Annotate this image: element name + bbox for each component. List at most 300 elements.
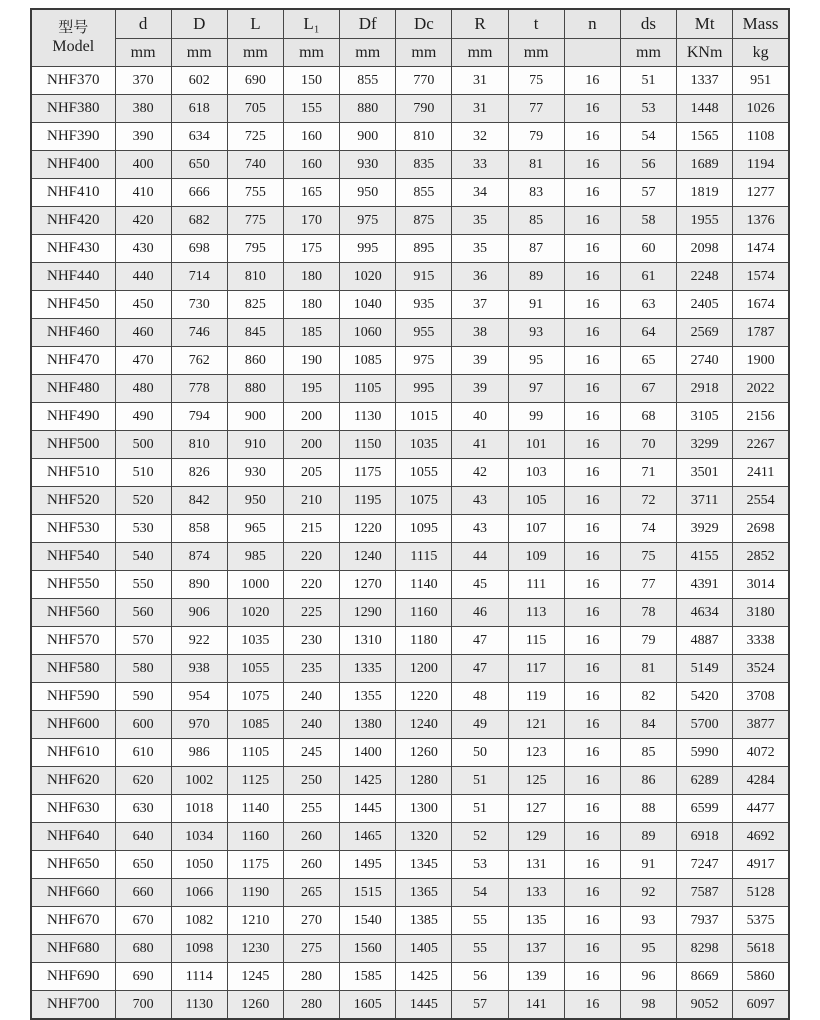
cell-df: 1105	[340, 375, 396, 403]
cell-dc: 1015	[396, 403, 452, 431]
col-header-t: t	[508, 9, 564, 39]
cell-l: 965	[227, 515, 283, 543]
cell-mass: 2022	[733, 375, 789, 403]
cell-mt: 4634	[677, 599, 733, 627]
cell-n: 16	[564, 179, 620, 207]
cell-n: 16	[564, 599, 620, 627]
cell-ds: 79	[620, 627, 676, 655]
cell-r: 45	[452, 571, 508, 599]
cell-mt: 2569	[677, 319, 733, 347]
cell-dc: 935	[396, 291, 452, 319]
cell-t: 81	[508, 151, 564, 179]
cell-mass: 1674	[733, 291, 789, 319]
cell-r: 37	[452, 291, 508, 319]
cell-ds: 60	[620, 235, 676, 263]
cell-df: 880	[340, 95, 396, 123]
cell-dc: 1035	[396, 431, 452, 459]
cell-mass: 1376	[733, 207, 789, 235]
cell-dc: 1385	[396, 907, 452, 935]
cell-l: 910	[227, 431, 283, 459]
cell-t: 97	[508, 375, 564, 403]
cell-t: 75	[508, 67, 564, 95]
cell-l₁: 210	[283, 487, 339, 515]
cell-r: 50	[452, 739, 508, 767]
cell-df: 1040	[340, 291, 396, 319]
header-row-units	[31, 39, 789, 67]
cell-d: 762	[171, 347, 227, 375]
cell-dc: 1140	[396, 571, 452, 599]
cell-model: NHF690	[31, 963, 115, 991]
table-row	[31, 851, 789, 879]
cell-d: 580	[115, 655, 171, 683]
table-row	[31, 431, 789, 459]
cell-mt: 1689	[677, 151, 733, 179]
col-unit-l₁: mm	[283, 39, 339, 67]
cell-d: 570	[115, 627, 171, 655]
cell-ds: 72	[620, 487, 676, 515]
cell-t: 101	[508, 431, 564, 459]
cell-d: 680	[115, 935, 171, 963]
cell-dc: 1260	[396, 739, 452, 767]
cell-r: 42	[452, 459, 508, 487]
cell-l₁: 185	[283, 319, 339, 347]
cell-d: 490	[115, 403, 171, 431]
cell-l: 1230	[227, 935, 283, 963]
col-header-ds: ds	[620, 9, 676, 39]
cell-l₁: 245	[283, 739, 339, 767]
cell-l₁: 175	[283, 235, 339, 263]
cell-ds: 82	[620, 683, 676, 711]
cell-mass: 5128	[733, 879, 789, 907]
cell-ds: 74	[620, 515, 676, 543]
cell-df: 930	[340, 151, 396, 179]
cell-mass: 4692	[733, 823, 789, 851]
cell-ds: 78	[620, 599, 676, 627]
cell-mass: 3708	[733, 683, 789, 711]
col-unit-d: mm	[171, 39, 227, 67]
cell-df: 1310	[340, 627, 396, 655]
cell-mass: 5618	[733, 935, 789, 963]
cell-model: NHF650	[31, 851, 115, 879]
cell-mt: 4391	[677, 571, 733, 599]
cell-model: NHF630	[31, 795, 115, 823]
cell-ds: 64	[620, 319, 676, 347]
cell-dc: 1365	[396, 879, 452, 907]
cell-t: 141	[508, 991, 564, 1020]
cell-d: 1050	[171, 851, 227, 879]
cell-l: 1055	[227, 655, 283, 683]
cell-d: 630	[115, 795, 171, 823]
cell-l: 1190	[227, 879, 283, 907]
cell-mass: 1787	[733, 319, 789, 347]
cell-ds: 70	[620, 431, 676, 459]
cell-df: 1605	[340, 991, 396, 1020]
cell-r: 53	[452, 851, 508, 879]
table-header	[31, 9, 789, 67]
cell-df: 1585	[340, 963, 396, 991]
cell-model: NHF600	[31, 711, 115, 739]
cell-mt: 5990	[677, 739, 733, 767]
cell-d: 370	[115, 67, 171, 95]
cell-df: 1560	[340, 935, 396, 963]
cell-ds: 88	[620, 795, 676, 823]
cell-n: 16	[564, 319, 620, 347]
cell-d: 470	[115, 347, 171, 375]
cell-l: 930	[227, 459, 283, 487]
cell-d: 480	[115, 375, 171, 403]
cell-t: 89	[508, 263, 564, 291]
cell-l₁: 155	[283, 95, 339, 123]
cell-mass: 3877	[733, 711, 789, 739]
cell-mass: 4917	[733, 851, 789, 879]
cell-d: 618	[171, 95, 227, 123]
table-row	[31, 543, 789, 571]
cell-d: 634	[171, 123, 227, 151]
cell-d: 440	[115, 263, 171, 291]
cell-dc: 810	[396, 123, 452, 151]
cell-dc: 915	[396, 263, 452, 291]
cell-n: 16	[564, 739, 620, 767]
cell-t: 87	[508, 235, 564, 263]
cell-mass: 5860	[733, 963, 789, 991]
cell-d: 540	[115, 543, 171, 571]
cell-d: 1098	[171, 935, 227, 963]
cell-d: 380	[115, 95, 171, 123]
cell-t: 117	[508, 655, 564, 683]
cell-model: NHF580	[31, 655, 115, 683]
cell-model: NHF390	[31, 123, 115, 151]
cell-mt: 2740	[677, 347, 733, 375]
col-unit-n	[564, 39, 620, 67]
cell-l: 1260	[227, 991, 283, 1020]
col-header-df: Df	[340, 9, 396, 39]
cell-d: 778	[171, 375, 227, 403]
cell-n: 16	[564, 347, 620, 375]
cell-model: NHF460	[31, 319, 115, 347]
cell-l₁: 260	[283, 823, 339, 851]
cell-r: 56	[452, 963, 508, 991]
cell-df: 1085	[340, 347, 396, 375]
cell-ds: 58	[620, 207, 676, 235]
col-header-mass: Mass	[733, 9, 789, 39]
cell-mass: 951	[733, 67, 789, 95]
cell-model: NHF420	[31, 207, 115, 235]
table-row	[31, 403, 789, 431]
cell-l₁: 280	[283, 991, 339, 1020]
cell-t: 137	[508, 935, 564, 963]
cell-l₁: 160	[283, 151, 339, 179]
cell-model: NHF370	[31, 67, 115, 95]
cell-l₁: 265	[283, 879, 339, 907]
cell-d: 842	[171, 487, 227, 515]
cell-d: 560	[115, 599, 171, 627]
cell-mt: 7247	[677, 851, 733, 879]
cell-dc: 1405	[396, 935, 452, 963]
cell-mass: 3524	[733, 655, 789, 683]
cell-ds: 81	[620, 655, 676, 683]
cell-r: 33	[452, 151, 508, 179]
cell-l₁: 235	[283, 655, 339, 683]
table-row	[31, 263, 789, 291]
cell-d: 650	[115, 851, 171, 879]
cell-ds: 61	[620, 263, 676, 291]
cell-mass: 2156	[733, 403, 789, 431]
cell-t: 123	[508, 739, 564, 767]
col-unit-mt: KNm	[677, 39, 733, 67]
cell-ds: 75	[620, 543, 676, 571]
cell-l: 725	[227, 123, 283, 151]
cell-l₁: 255	[283, 795, 339, 823]
cell-t: 99	[508, 403, 564, 431]
cell-d: 714	[171, 263, 227, 291]
cell-n: 16	[564, 711, 620, 739]
cell-l₁: 270	[283, 907, 339, 935]
cell-n: 16	[564, 907, 620, 935]
cell-n: 16	[564, 767, 620, 795]
cell-ds: 63	[620, 291, 676, 319]
cell-l₁: 150	[283, 67, 339, 95]
cell-l₁: 195	[283, 375, 339, 403]
cell-r: 40	[452, 403, 508, 431]
cell-df: 1540	[340, 907, 396, 935]
cell-n: 16	[564, 235, 620, 263]
cell-l₁: 215	[283, 515, 339, 543]
cell-n: 16	[564, 515, 620, 543]
cell-t: 79	[508, 123, 564, 151]
cell-d: 826	[171, 459, 227, 487]
cell-r: 51	[452, 767, 508, 795]
cell-mt: 2918	[677, 375, 733, 403]
cell-dc: 1180	[396, 627, 452, 655]
cell-model: NHF550	[31, 571, 115, 599]
cell-r: 54	[452, 879, 508, 907]
table-row	[31, 151, 789, 179]
cell-d: 986	[171, 739, 227, 767]
cell-l₁: 220	[283, 571, 339, 599]
cell-ds: 68	[620, 403, 676, 431]
cell-d: 682	[171, 207, 227, 235]
cell-mt: 5700	[677, 711, 733, 739]
cell-df: 1465	[340, 823, 396, 851]
cell-d: 550	[115, 571, 171, 599]
cell-mt: 4155	[677, 543, 733, 571]
cell-df: 1240	[340, 543, 396, 571]
col-header-n: n	[564, 9, 620, 39]
table-row	[31, 711, 789, 739]
cell-dc: 770	[396, 67, 452, 95]
cell-n: 16	[564, 207, 620, 235]
cell-t: 93	[508, 319, 564, 347]
cell-l: 1245	[227, 963, 283, 991]
cell-d: 640	[115, 823, 171, 851]
cell-mass: 2852	[733, 543, 789, 571]
cell-d: 890	[171, 571, 227, 599]
cell-n: 16	[564, 487, 620, 515]
cell-t: 131	[508, 851, 564, 879]
cell-df: 1425	[340, 767, 396, 795]
cell-df: 900	[340, 123, 396, 151]
cell-t: 119	[508, 683, 564, 711]
table-row	[31, 823, 789, 851]
cell-r: 44	[452, 543, 508, 571]
cell-mt: 1819	[677, 179, 733, 207]
cell-l: 1035	[227, 627, 283, 655]
cell-ds: 91	[620, 851, 676, 879]
cell-t: 113	[508, 599, 564, 627]
cell-l: 1020	[227, 599, 283, 627]
col-header-d: D	[171, 9, 227, 39]
cell-df: 1270	[340, 571, 396, 599]
cell-d: 810	[171, 431, 227, 459]
cell-l: 755	[227, 179, 283, 207]
cell-d: 500	[115, 431, 171, 459]
cell-ds: 77	[620, 571, 676, 599]
cell-ds: 93	[620, 907, 676, 935]
cell-l₁: 240	[283, 711, 339, 739]
table-row	[31, 179, 789, 207]
cell-t: 121	[508, 711, 564, 739]
cell-t: 83	[508, 179, 564, 207]
cell-l₁: 280	[283, 963, 339, 991]
cell-d: 746	[171, 319, 227, 347]
cell-dc: 1115	[396, 543, 452, 571]
cell-n: 16	[564, 67, 620, 95]
cell-mass: 4477	[733, 795, 789, 823]
cell-n: 16	[564, 543, 620, 571]
col-header-l: L	[227, 9, 283, 39]
cell-df: 1130	[340, 403, 396, 431]
cell-n: 16	[564, 851, 620, 879]
cell-d: 1002	[171, 767, 227, 795]
cell-d: 690	[115, 963, 171, 991]
cell-mt: 3501	[677, 459, 733, 487]
table-row	[31, 291, 789, 319]
cell-model: NHF430	[31, 235, 115, 263]
cell-ds: 89	[620, 823, 676, 851]
cell-d: 390	[115, 123, 171, 151]
cell-mt: 5420	[677, 683, 733, 711]
cell-mt: 1448	[677, 95, 733, 123]
cell-l: 690	[227, 67, 283, 95]
cell-l: 1140	[227, 795, 283, 823]
cell-mass: 1026	[733, 95, 789, 123]
cell-ds: 86	[620, 767, 676, 795]
cell-df: 975	[340, 207, 396, 235]
cell-mt: 1337	[677, 67, 733, 95]
cell-d: 1114	[171, 963, 227, 991]
cell-mt: 3105	[677, 403, 733, 431]
cell-ds: 98	[620, 991, 676, 1020]
cell-mt: 7587	[677, 879, 733, 907]
table-row	[31, 739, 789, 767]
cell-dc: 1160	[396, 599, 452, 627]
col-unit-ds: mm	[620, 39, 676, 67]
cell-ds: 65	[620, 347, 676, 375]
cell-t: 133	[508, 879, 564, 907]
cell-d: 670	[115, 907, 171, 935]
cell-n: 16	[564, 459, 620, 487]
cell-r: 43	[452, 487, 508, 515]
cell-mt: 3299	[677, 431, 733, 459]
cell-t: 85	[508, 207, 564, 235]
cell-d: 430	[115, 235, 171, 263]
model-header-cn: 型号	[58, 19, 89, 36]
cell-model: NHF680	[31, 935, 115, 963]
cell-ds: 92	[620, 879, 676, 907]
cell-mass: 5375	[733, 907, 789, 935]
cell-d: 510	[115, 459, 171, 487]
cell-t: 115	[508, 627, 564, 655]
cell-l₁: 200	[283, 431, 339, 459]
cell-r: 32	[452, 123, 508, 151]
cell-d: 1066	[171, 879, 227, 907]
cell-r: 47	[452, 627, 508, 655]
cell-l₁: 260	[283, 851, 339, 879]
cell-mt: 6289	[677, 767, 733, 795]
cell-model: NHF450	[31, 291, 115, 319]
cell-model: NHF480	[31, 375, 115, 403]
cell-df: 1495	[340, 851, 396, 879]
col-header-d: d	[115, 9, 171, 39]
cell-mass: 1108	[733, 123, 789, 151]
table-row	[31, 67, 789, 95]
col-header-l₁: L₁	[283, 9, 339, 39]
cell-d: 1034	[171, 823, 227, 851]
cell-d: 660	[115, 879, 171, 907]
cell-dc: 1075	[396, 487, 452, 515]
cell-mass: 1277	[733, 179, 789, 207]
cell-d: 938	[171, 655, 227, 683]
cell-t: 129	[508, 823, 564, 851]
cell-r: 48	[452, 683, 508, 711]
cell-dc: 875	[396, 207, 452, 235]
cell-model: NHF400	[31, 151, 115, 179]
cell-n: 16	[564, 263, 620, 291]
cell-df: 1335	[340, 655, 396, 683]
model-header-en: Model	[52, 38, 95, 56]
cell-model: NHF380	[31, 95, 115, 123]
col-unit-l: mm	[227, 39, 283, 67]
cell-t: 91	[508, 291, 564, 319]
cell-l: 1125	[227, 767, 283, 795]
cell-d: 600	[115, 711, 171, 739]
cell-df: 1400	[340, 739, 396, 767]
table-row	[31, 235, 789, 263]
cell-r: 57	[452, 991, 508, 1020]
cell-l: 1160	[227, 823, 283, 851]
col-header-mt: Mt	[677, 9, 733, 39]
table-row	[31, 207, 789, 235]
cell-t: 77	[508, 95, 564, 123]
cell-n: 16	[564, 403, 620, 431]
cell-l: 1085	[227, 711, 283, 739]
cell-n: 16	[564, 655, 620, 683]
cell-dc: 975	[396, 347, 452, 375]
cell-l: 845	[227, 319, 283, 347]
cell-l₁: 190	[283, 347, 339, 375]
cell-d: 602	[171, 67, 227, 95]
cell-n: 16	[564, 963, 620, 991]
cell-mass: 2411	[733, 459, 789, 487]
cell-mt: 3711	[677, 487, 733, 515]
cell-r: 55	[452, 907, 508, 935]
cell-d: 874	[171, 543, 227, 571]
cell-mt: 9052	[677, 991, 733, 1020]
table-row	[31, 571, 789, 599]
cell-r: 35	[452, 207, 508, 235]
col-unit-dc: mm	[396, 39, 452, 67]
cell-d: 730	[171, 291, 227, 319]
